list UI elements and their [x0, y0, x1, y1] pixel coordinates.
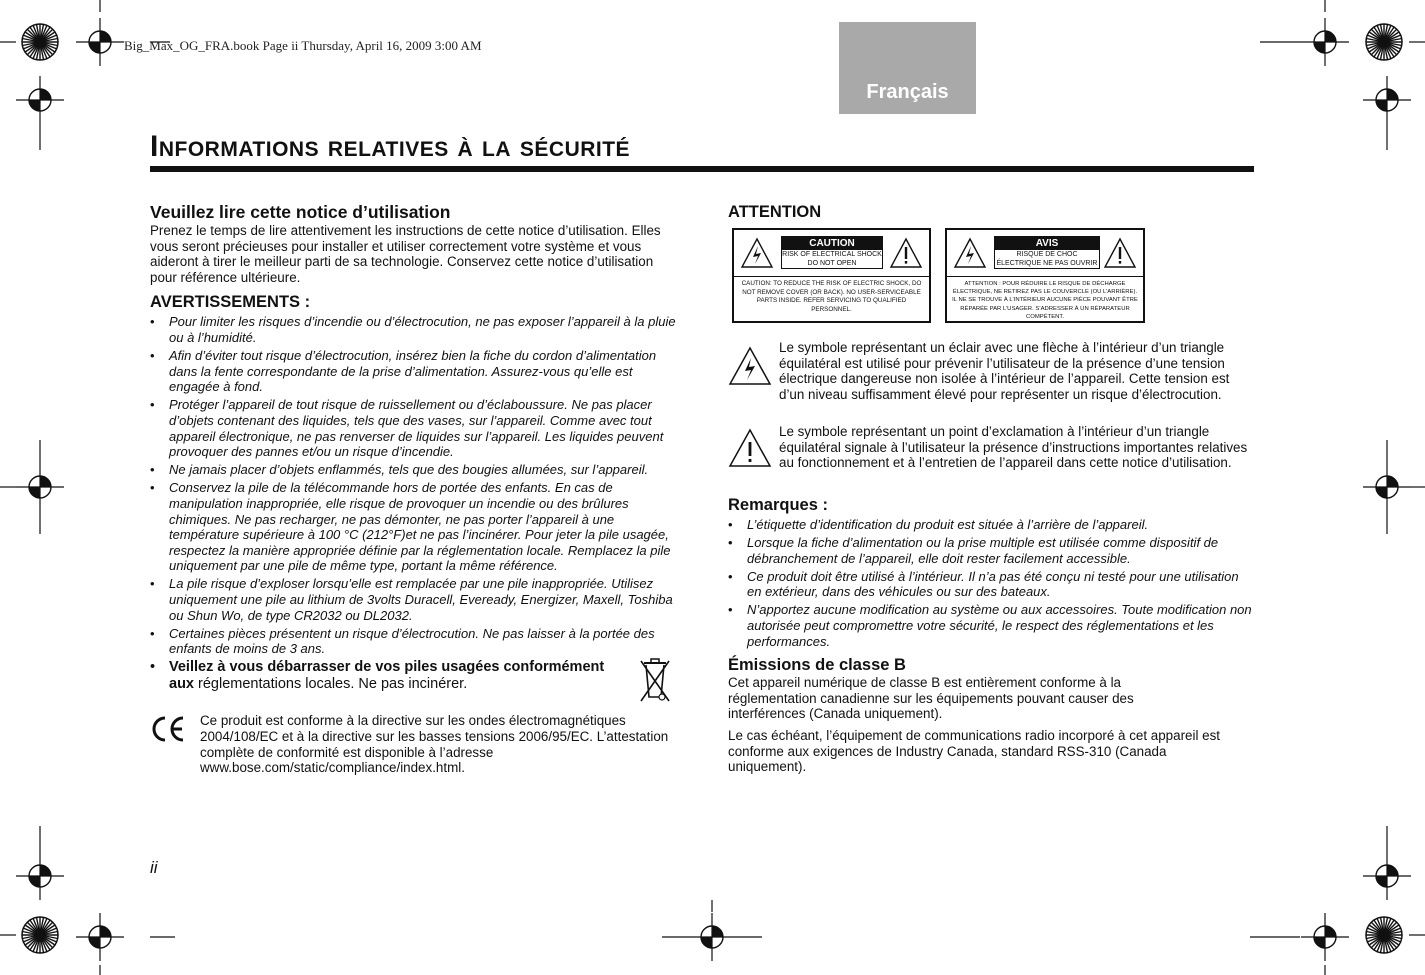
- crossed-bin-icon: [640, 657, 670, 703]
- lightning-symbol-explanation: [728, 340, 1254, 402]
- emissions-text-1: Cet appareil numérique de classe B est entièrement conforme à la réglementation canadienne sur les équipements pouvant causer des interférences (Canada uniquement).: [728, 675, 1134, 722]
- exclamation-triangle-icon: [728, 428, 772, 468]
- right-column: [728, 202, 1254, 802]
- lightning-triangle-icon: [953, 237, 987, 269]
- battery-disposal-text: réglementations locales. Ne pas incinérer.: [194, 676, 468, 693]
- avis-badge: [994, 236, 1100, 269]
- attention-heading: ATTENTION: [728, 203, 822, 221]
- left-column: [150, 202, 676, 776]
- caution-label-fr: [945, 228, 1145, 323]
- caution-badge-label: CAUTION: [782, 237, 882, 250]
- battery-disposal-bold: Veillez à vous débarrasser de vos piles usagées conformément aux: [169, 659, 605, 693]
- avis-badge-sub: RISQUE DE CHOC ÉLECTRIQUE NE PAS OUVRIR: [996, 251, 1098, 267]
- avis-body: ATTENTION : POUR RÉDUIRE LE RISQUE DE DÉCHARGE ÉLECTRIQUE, NE RETIREZ PAS LE COUVERCLE (OU L’ARRIÈRE). IL NE SE TROUVE À L’INTÉRIEUR AUCUNE PIÈCE POUVANT ÊTRE RÉPARÉE PAR L’USAGER. S’ADRESSER À UN RÉPARATEUR COMPÉTENT.: [952, 281, 1138, 320]
- language-tab-label: Français: [866, 81, 949, 103]
- remarks-section: [728, 495, 1254, 775]
- warning-item: • La pile risque d’exploser lorsqu’elle est remplacée par une pile inappropriée. Utilisez uniquement une pile au lithium de 3volts Duracell, Eveready, Energizer, Maxell, Toshiba ou Shun Wo, de type CR2032 ou DL2032.: [150, 576, 676, 623]
- battery-disposal-item: [150, 659, 676, 693]
- caution-badge: [781, 236, 883, 269]
- exclamation-symbol-explanation: [728, 424, 1254, 471]
- lightning-triangle-icon: [740, 237, 774, 269]
- read-notice-text: Prenez le temps de lire attentivement les instructions de cette notice d’utilisation. Elles vous seront précieuses pour installer et utiliser correctement votre système et vous aideront à tirer le meilleur parti de sa technologie. Conservez cette notice d’utilisation pour référence ultérieure.: [150, 223, 661, 285]
- warning-item: • Conservez la pile de la télécommande hors de portée des enfants. En cas de manipulation inappropriée, elle risque de provoquer un incendie ou des brûlures chimiques. Ne pas recharger, ne pas démonter, ne pas porter l’appareil à une température supérieure à 100 °C (212°F)et ne pas l’incinérer. Pour jeter la pile usagée, respectez la manière appropriée définie par la réglementation locale. Remplacez la pile uniquement par une pile de même type, portant la même référence.: [150, 480, 676, 574]
- exclamation-symbol-text: Le symbole représentant un point d’exclamation à l’intérieur d’un triangle équilatéral signale à l’utilisateur la présence d’instructions importantes relatives au fonctionnement et à l’entretien de l’appareil dans cette notice d’utilisation.: [779, 424, 1248, 471]
- ce-text: Ce produit est conforme à la directive sur les ondes électromagnétiques 2004/108/EC et à la directive sur les basses tensions 2006/95/EC. L’attestation complète de conformité est disponible à l’adresse www.bose.com/static/compliance/index.html.: [200, 713, 669, 776]
- title-rule: [150, 166, 1254, 172]
- remark-item: • Ce produit doit être utilisé à l’intérieur. Il n’a pas été conçu ni testé pour une utilisation en extérieur, dans des véhicules ou sur des bateaux.: [728, 569, 1254, 600]
- remark-item: • N’apportez aucune modification au système ou aux accessoires. Toute modification non autorisée peut compromettre votre sécurité, le respect des réglementations et les performances.: [728, 602, 1254, 649]
- language-tab: [839, 22, 976, 114]
- caution-badge-sub: RISK OF ELECTRICAL SHOCK DO NOT OPEN: [782, 251, 882, 267]
- read-notice-heading: Veuillez lire cette notice d’utilisation: [150, 202, 451, 222]
- page-title: Informations relatives à la sécurité: [150, 130, 631, 163]
- warnings-heading: AVERTISSEMENTS :: [150, 293, 311, 312]
- warnings-list: [150, 314, 676, 693]
- avis-badge-label: AVIS: [995, 237, 1099, 250]
- ce-mark-icon: [150, 715, 186, 743]
- remark-item: • Lorsque la fiche d’alimentation ou la prise multiple est utilisée comme dispositif de débranchement de l’appareil, elle doit rester facilement accessible.: [728, 535, 1254, 566]
- remark-item: • L’étiquette d’identification du produit est située à l’arrière de l’appareil.: [728, 517, 1254, 533]
- warning-item: • Certaines pièces présentent un risque d’électrocution. Ne pas laisser à la portée des enfants de moins de 3 ans.: [150, 626, 676, 657]
- emissions-heading: Émissions de classe B: [728, 656, 906, 675]
- warning-item: • Ne jamais placer d’objets enflammés, tels que des bougies allumées, sur l’appareil.: [150, 462, 676, 478]
- caution-label-en: [732, 228, 931, 323]
- print-header-note: Big_Max_OG_FRA.book Page ii Thursday, April 16, 2009 3:00 AM: [124, 38, 482, 53]
- emissions-text-2: Le cas échéant, l’équipement de communications radio incorporé à cet appareil est conforme aux exigences de Industry Canada, standard RSS-310 (Canada uniquement).: [728, 728, 1221, 775]
- lightning-triangle-icon: [728, 346, 772, 386]
- page-number: ii: [150, 858, 158, 877]
- exclamation-triangle-icon: [1103, 237, 1137, 269]
- caution-body: CAUTION: TO REDUCE THE RISK OF ELECTRIC SHOCK, DO NOT REMOVE COVER (OR BACK). NO USER-SERVICEABLE PARTS INSIDE. REFER SERVICING TO QUALIFIED PERSONNEL.: [741, 280, 922, 313]
- remarks-heading: Remarques :: [728, 496, 828, 514]
- warning-item: • Protéger l’appareil de tout risque de ruissellement ou d’éclaboussure. Ne pas placer d’objets contenant des liquides, tels que des vases, sur l’appareil. Comme avec tout appareil électronique, ne pas renverser de liquides sur l’appareil. Les liquides peuvent provoquer des pannes et/ou un risque d’incendie.: [150, 397, 676, 459]
- exclamation-triangle-icon: [889, 237, 923, 269]
- warning-item: • Pour limiter les risques d’incendie ou d’électrocution, ne pas exposer l’appareil à la pluie ou à l’humidité.: [150, 314, 676, 345]
- ce-statement: [150, 713, 676, 775]
- remarks-list: [728, 517, 1254, 649]
- lightning-symbol-text: Le symbole représentant un éclair avec une flèche à l’intérieur d’un triangle équilatéral est utilisé pour prévenir l’utilisateur de la présence d’une tension électrique dangereuse non isolée à l’intérieur de l’appareil. Cette tension est d’un niveau suffisamment élevé pour représenter un risque d’électrocution.: [779, 340, 1230, 402]
- warning-item: • Afin d’éviter tout risque d’électrocution, insérez bien la fiche du cordon d’alimentation dans la fente correspondante de la prise d’alimentation. Assurez-vous qu’elle est engagée à fond.: [150, 348, 676, 395]
